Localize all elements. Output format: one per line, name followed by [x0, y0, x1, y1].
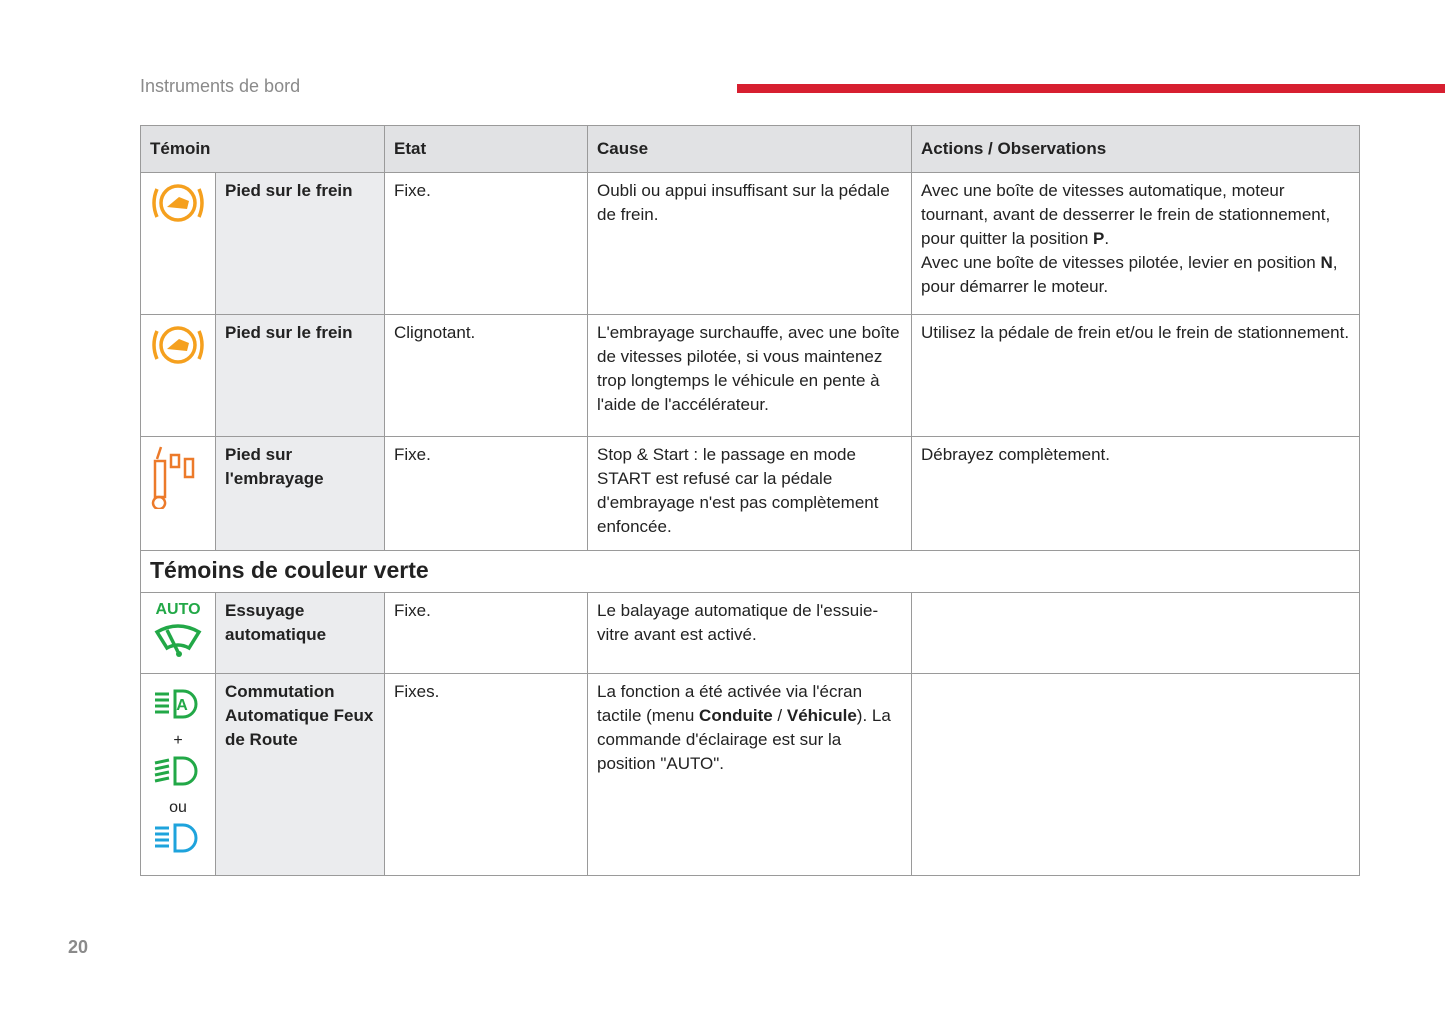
high-beam-blue-icon [153, 822, 203, 854]
auto-label: AUTO [155, 601, 201, 618]
cause: Oubli ou appui insuffisant sur la pédale de frein. [588, 173, 912, 315]
cause: Le balayage automatique de l'essuie-vitre avant est activé. [588, 593, 912, 674]
text: , pour démarrer le moteur. [921, 253, 1338, 296]
cause: Stop & Start : le passage en mode START est refusé car la pédale d'embrayage n'est pas complètement enfoncée. [588, 437, 912, 551]
table-row [141, 674, 1360, 876]
light-name: Essuyage automatique [216, 593, 385, 674]
actions: Débrayez complètement. [912, 437, 1360, 551]
clutch-foot-icon [141, 437, 216, 551]
text: Avec une boîte de vitesses automatique, moteur tournant, avant de desserrer le frein de stationnement, pour quitter la position [921, 181, 1331, 248]
col-actions: Actions / Observations [912, 126, 1360, 173]
auto-high-beam-icon [153, 688, 203, 720]
page-number: 20 [68, 937, 89, 957]
state: Fixe. [385, 173, 588, 315]
light-name: Pied sur le frein [216, 315, 385, 437]
text: ). La commande d'éclairage est sur la position "AUTO". [597, 706, 891, 773]
brake-foot-icon [141, 173, 216, 315]
table-row [141, 173, 1360, 315]
auto-wiper-icon [141, 593, 216, 674]
plus-label: + [173, 732, 183, 749]
actions [912, 593, 1360, 674]
table-row [141, 315, 1360, 437]
high-beam-green-icon [153, 755, 203, 787]
text: Véhicule [786, 706, 857, 725]
col-cause: Cause [588, 126, 912, 173]
high-beam-icons [141, 674, 216, 876]
text: / [772, 706, 787, 725]
state: Fixes. [385, 674, 588, 876]
light-name: Pied sur le frein [216, 173, 385, 315]
red-header-bar [737, 84, 1445, 93]
text: La fonction a été activée via l'écran tactile (menu [597, 682, 863, 725]
section-row [141, 551, 1360, 593]
cause [588, 674, 912, 876]
table-row [141, 593, 1360, 674]
actions [912, 674, 1360, 876]
text: N [1320, 253, 1333, 272]
brake-foot-icon [141, 315, 216, 437]
light-name: Commutation Automatique Feux de Route [216, 674, 385, 876]
state: Fixe. [385, 437, 588, 551]
text: . [1104, 229, 1110, 248]
cause: L'embrayage surchauffe, avec une boîte de vitesses pilotée, si vous maintenez trop longtemps le véhicule en pente à l'aide de l'accélérateur. [588, 315, 912, 437]
table-row [141, 437, 1360, 551]
text: P [1093, 229, 1105, 248]
section-heading: Témoins de couleur verte [141, 551, 1360, 593]
col-etat: Etat [385, 126, 588, 173]
table-header [141, 126, 1360, 173]
text: Avec une boîte de vitesses pilotée, levier en position [921, 253, 1321, 272]
actions [912, 173, 1360, 315]
state: Fixe. [385, 593, 588, 674]
text: Conduite [699, 706, 773, 725]
state: Clignotant. [385, 315, 588, 437]
actions: Utilisez la pédale de frein et/ou le frein de stationnement. [912, 315, 1360, 437]
or-label: ou [169, 799, 187, 816]
light-name: Pied sur l'embrayage [216, 437, 385, 551]
svg-text:A: A [176, 697, 188, 714]
col-temoin: Témoin [141, 126, 385, 173]
section-title: Instruments de bord [140, 76, 301, 96]
warning-lights-table [140, 125, 1360, 876]
